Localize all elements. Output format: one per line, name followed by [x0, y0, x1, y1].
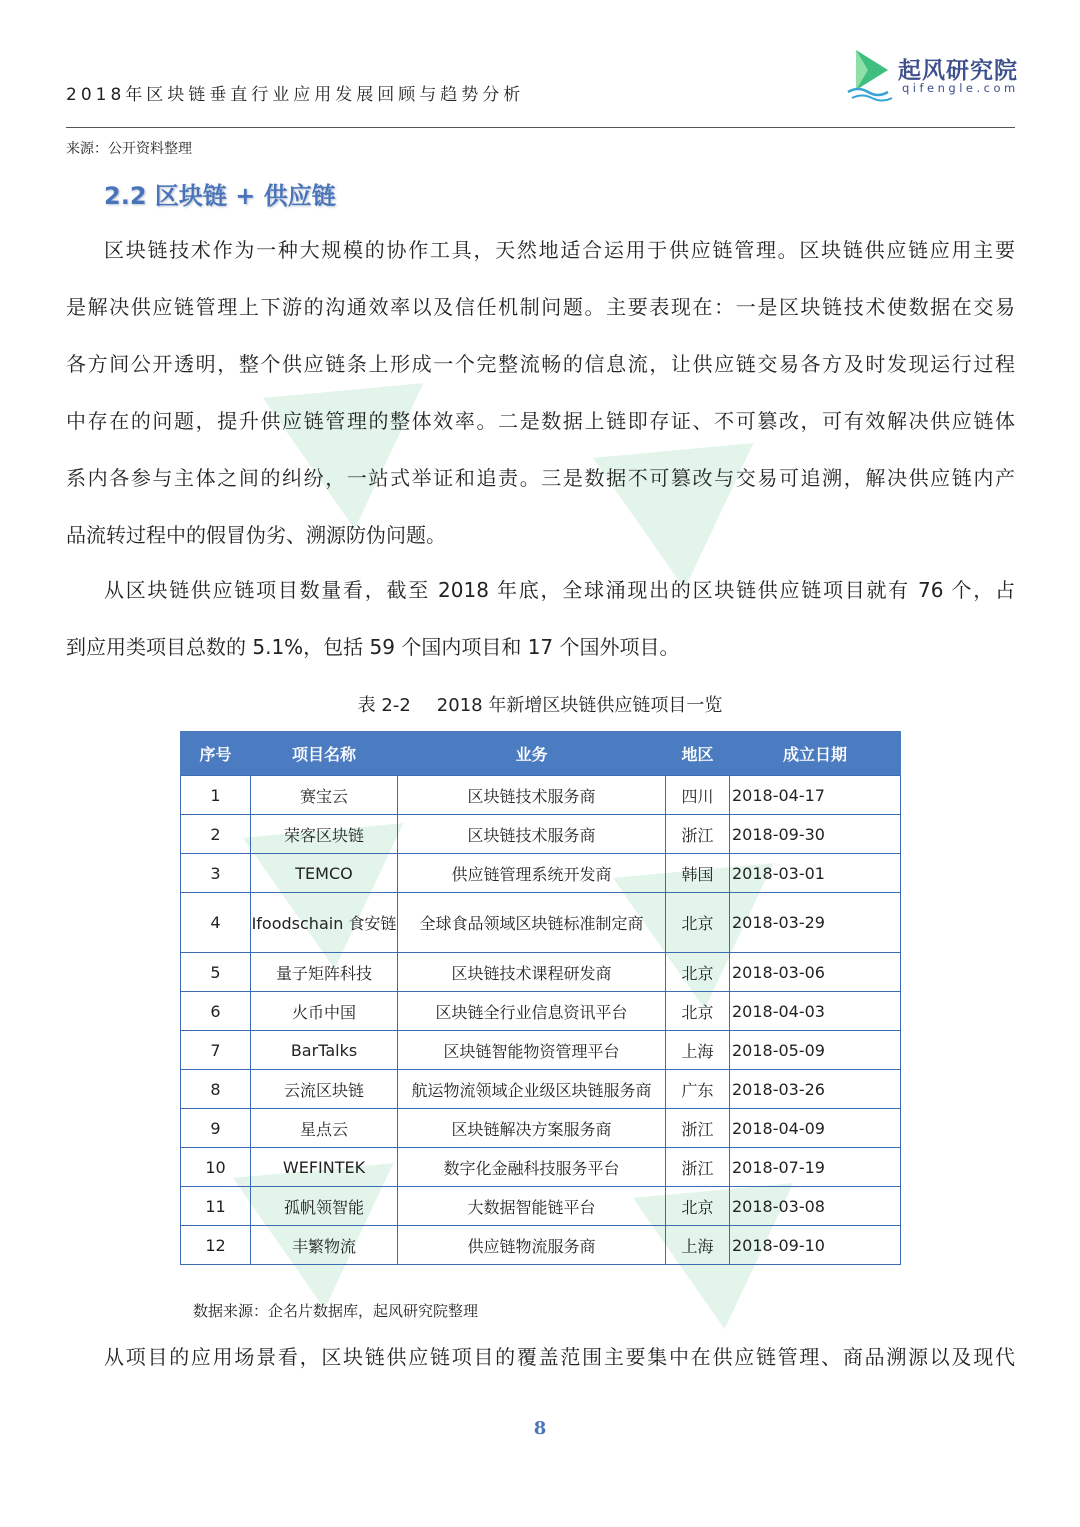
- cell-index: 4: [181, 893, 251, 953]
- table-row: [181, 1226, 901, 1265]
- cell-region: 北京: [666, 1187, 730, 1226]
- column-header-name: 项目名称: [251, 731, 398, 776]
- cell-index: 8: [181, 1070, 251, 1109]
- paragraph-line: 各方间公开透明，整个供应链条上形成一个完整流畅的信息流，让供应链交易各方及时发现运行过程: [66, 352, 1015, 376]
- table-row: [181, 1187, 901, 1226]
- header-divider: [66, 127, 1015, 128]
- cell-date: 2018-03-29: [730, 893, 901, 953]
- cell-date: 2018-03-26: [730, 1070, 901, 1109]
- cell-date: 2018-03-01: [730, 854, 901, 893]
- cell-business: 全球食品领域区块链标准制定商: [398, 893, 666, 953]
- cell-region: 北京: [666, 953, 730, 992]
- table-row: [181, 1148, 901, 1187]
- cell-business: 大数据智能链平台: [398, 1187, 666, 1226]
- project-table: [180, 731, 901, 1265]
- paragraph-line: 品流转过程中的假冒伪劣、溯源防伪问题。: [66, 523, 446, 547]
- table-row: [181, 1070, 901, 1109]
- table-row: [181, 776, 901, 815]
- paragraph-project-count: [66, 562, 1015, 676]
- cell-index: 9: [181, 1109, 251, 1148]
- logo-chinese-text: 起风研究院: [898, 58, 1018, 84]
- table-row: [181, 992, 901, 1031]
- cell-business: 供应链管理系统开发商: [398, 854, 666, 893]
- play-triangle-icon: [846, 44, 896, 102]
- cell-region: 广东: [666, 1070, 730, 1109]
- cell-project-name: 云流区块链: [251, 1070, 398, 1109]
- cell-business: 数字化金融科技服务平台: [398, 1148, 666, 1187]
- table-row: [181, 953, 901, 992]
- cell-project-name: 赛宝云: [251, 776, 398, 815]
- cell-region: 浙江: [666, 1109, 730, 1148]
- cell-project-name: 星点云: [251, 1109, 398, 1148]
- column-header-region: 地区: [666, 731, 730, 776]
- previous-source-note: 来源：公开资料整理: [66, 141, 192, 157]
- column-header-business: 业务: [398, 731, 666, 776]
- table-row: [181, 1031, 901, 1070]
- cell-region: 北京: [666, 893, 730, 953]
- paragraph-line: 到应用类项目总数的 5.1%，包括 59 个国内项目和 17 个国外项目。: [66, 635, 680, 659]
- table-caption: [0, 691, 1080, 717]
- paragraph-line: 系内各参与主体之间的纠纷，一站式举证和追责。三是数据不可篡改与交易可追溯，解决供应链内产: [66, 466, 1015, 490]
- paragraph-line: 中存在的问题，提升供应链管理的整体效率。二是数据上链即存证、不可篡改，可有效解决供应链体: [66, 409, 1015, 433]
- cell-index: 3: [181, 854, 251, 893]
- cell-index: 7: [181, 1031, 251, 1070]
- cell-project-name: WEFINTEK: [251, 1148, 398, 1187]
- table-row: [181, 854, 901, 893]
- cell-business: 区块链技术服务商: [398, 776, 666, 815]
- cell-date: 2018-03-06: [730, 953, 901, 992]
- table-source-note: 数据来源：企名片数据库，起风研究院整理: [193, 1302, 479, 1320]
- cell-project-name: 火币中国: [251, 992, 398, 1031]
- cell-index: 12: [181, 1226, 251, 1265]
- cell-date: 2018-09-30: [730, 815, 901, 854]
- column-header-date: 成立日期: [730, 731, 901, 776]
- paragraph-intro: [66, 222, 1015, 564]
- logo-english-text: qifengle.com: [902, 81, 1019, 95]
- table-row: [181, 893, 901, 953]
- cell-business: 区块链智能物资管理平台: [398, 1031, 666, 1070]
- column-header-index: 序号: [181, 731, 251, 776]
- table-row: [181, 815, 901, 854]
- cell-project-name: Ifoodschain 食安链: [251, 893, 398, 953]
- cell-region: 上海: [666, 1031, 730, 1070]
- page-number: 8: [533, 1418, 547, 1439]
- brand-logo: [846, 44, 1026, 104]
- cell-project-name: 荣客区块链: [251, 815, 398, 854]
- cell-index: 11: [181, 1187, 251, 1226]
- cell-project-name: 量子矩阵科技: [251, 953, 398, 992]
- cell-region: 上海: [666, 1226, 730, 1265]
- cell-index: 10: [181, 1148, 251, 1187]
- cell-index: 5: [181, 953, 251, 992]
- cell-region: 浙江: [666, 815, 730, 854]
- cell-business: 区块链技术服务商: [398, 815, 666, 854]
- cell-region: 北京: [666, 992, 730, 1031]
- cell-business: 区块链解决方案服务商: [398, 1109, 666, 1148]
- cell-business: 供应链物流服务商: [398, 1226, 666, 1265]
- cell-region: 浙江: [666, 1148, 730, 1187]
- cell-region: 四川: [666, 776, 730, 815]
- table-caption-title: 2018 年新增区块链供应链项目一览: [436, 695, 723, 716]
- cell-project-name: BarTalks: [251, 1031, 398, 1070]
- cell-index: 6: [181, 992, 251, 1031]
- cell-business: 航运物流领域企业级区块链服务商: [398, 1070, 666, 1109]
- cell-date: 2018-07-19: [730, 1148, 901, 1187]
- cell-date: 2018-04-03: [730, 992, 901, 1031]
- paragraph-scenarios: [66, 1329, 1015, 1386]
- paragraph-line: 从区块链供应链项目数量看，截至 2018 年底，全球涌现出的区块链供应链项目就有 76 个，占: [104, 578, 1015, 602]
- cell-region: 韩国: [666, 854, 730, 893]
- table-caption-number: 表 2-2: [357, 695, 411, 716]
- cell-index: 2: [181, 815, 251, 854]
- cell-business: 区块链技术课程研发商: [398, 953, 666, 992]
- document-header-title: 2018年区块链垂直行业应用发展回顾与趋势分析: [66, 85, 525, 105]
- cell-date: 2018-04-09: [730, 1109, 901, 1148]
- cell-date: 2018-03-08: [730, 1187, 901, 1226]
- cell-project-name: 丰繁物流: [251, 1226, 398, 1265]
- table-header-row: [181, 731, 901, 776]
- cell-date: 2018-04-17: [730, 776, 901, 815]
- cell-project-name: TEMCO: [251, 854, 398, 893]
- paragraph-line: 是解决供应链管理上下游的沟通效率以及信任机制问题。主要表现在：一是区块链技术使数据在交易: [66, 295, 1015, 319]
- cell-date: 2018-05-09: [730, 1031, 901, 1070]
- cell-business: 区块链全行业信息资讯平台: [398, 992, 666, 1031]
- table-row: [181, 1109, 901, 1148]
- section-heading: 2.2 区块链 + 供应链: [104, 182, 336, 210]
- cell-index: 1: [181, 776, 251, 815]
- paragraph-line: 区块链技术作为一种大规模的协作工具，天然地适合运用于供应链管理。区块链供应链应用主要: [104, 238, 1015, 262]
- cell-date: 2018-09-10: [730, 1226, 901, 1265]
- paragraph-line: 从项目的应用场景看，区块链供应链项目的覆盖范围主要集中在供应链管理、商品溯源以及现代: [104, 1345, 1015, 1369]
- cell-project-name: 孤帆领智能: [251, 1187, 398, 1226]
